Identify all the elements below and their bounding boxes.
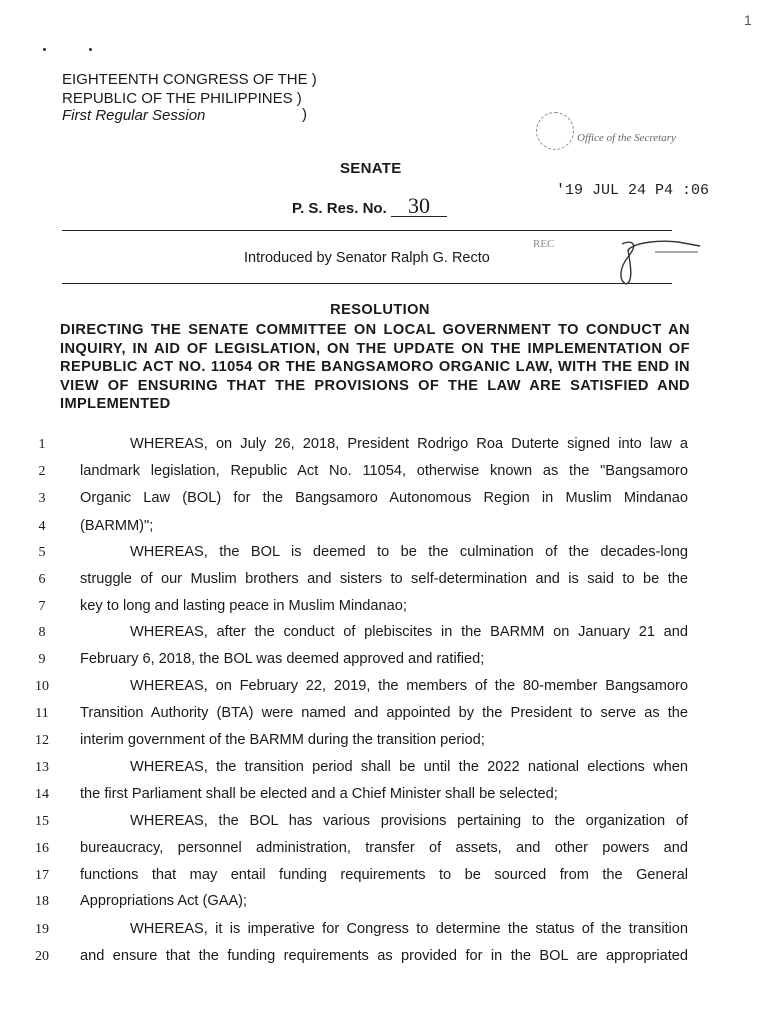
line-number: 12 (35, 733, 49, 748)
body-line: the first Parliament shall be elected and a Chief Minister shall be selected; (80, 786, 558, 802)
body-line: WHEREAS, it is imperative for Congress to determine the status of the transition (130, 921, 688, 937)
body-line: landmark legislation, Republic Act No. 11054, otherwise known as the "Bangsamoro (80, 463, 688, 479)
body-line: functions that may entail funding requirements to be sourced from the General (80, 867, 688, 883)
body-line: WHEREAS, on July 26, 2018, President Rodrigo Roa Duterte signed into law a (130, 436, 688, 452)
line-number: 6 (38, 572, 46, 587)
line-number: 9 (38, 652, 46, 667)
line-number: 17 (35, 868, 49, 883)
body-line: WHEREAS, the BOL has various provisions pertaining to the organization of (130, 813, 688, 829)
line-number: 14 (35, 787, 49, 802)
body-line: Organic Law (BOL) for the Bangsamoro Autonomous Region in Muslim Mindanao (80, 490, 688, 506)
line-number: 8 (38, 625, 46, 640)
body-line: (BARMM)"; (80, 518, 154, 534)
body-line: Transition Authority (BTA) were named and appointed by the President to serve as the (80, 705, 688, 721)
line-number: 4 (38, 519, 46, 534)
scan-speck (89, 48, 92, 51)
resolution-number-line (292, 193, 447, 218)
bottom-rule (62, 283, 672, 284)
body-line: key to long and lasting peace in Muslim Mindanao; (80, 598, 407, 614)
resolution-number: 30 (391, 196, 447, 217)
resolution-number-label: P. S. Res. No. (292, 200, 387, 217)
session-paren: ) (302, 106, 307, 123)
body-line: struggle of our Muslim brothers and sisters to self-determination and is said to be the (80, 571, 688, 587)
signature-scribble (600, 222, 710, 290)
line-number: 7 (38, 599, 46, 614)
line-number: 16 (35, 841, 49, 856)
body-line: interim government of the BARMM during the transition period; (80, 732, 485, 748)
body-line: Appropriations Act (GAA); (80, 893, 248, 909)
line-number: 3 (38, 491, 46, 506)
line-number: 15 (35, 814, 49, 829)
body-line: and ensure that the funding requirements as provided for in the BOL are appropriated (80, 948, 688, 964)
senate-label: SENATE (340, 160, 402, 177)
body-line: WHEREAS, the transition period shall be until the 2022 national elections when (130, 759, 688, 775)
line-number: 11 (35, 706, 49, 721)
body-line: WHEREAS, the BOL is deemed to be the culmination of the decades-long (130, 544, 688, 560)
line-number: 20 (35, 949, 49, 964)
session-label: First Regular Session (62, 107, 206, 124)
resolution-title: DIRECTING THE SENATE COMMITTEE ON LOCAL GOVERNMENT TO CONDUCT AN INQUIRY, IN AID OF LEGISLATION, ON THE UPDATE ON THE IMPLEMENTATION OF REPUBLIC ACT NO. 11054 OR THE BANGSAMORO ORGANIC LAW, WITH THE END IN VIEW OF ENSURING THAT THE PROVISIONS OF THE LAW ARE SATISFIED AND IMPLEMENTED (60, 322, 690, 412)
line-number: 10 (35, 679, 49, 694)
line-number: 18 (35, 894, 49, 909)
body-line: WHEREAS, on February 22, 2019, the members of the 80-member Bangsamoro (130, 678, 688, 694)
stamp-office-text: Office of the Secretary (577, 132, 676, 144)
congress-line-1: EIGHTEENTH CONGRESS OF THE ) (62, 71, 317, 88)
resolution-heading: RESOLUTION (330, 302, 430, 318)
top-rule (62, 230, 672, 231)
page-corner-mark: 1 (744, 12, 752, 28)
line-number: 1 (38, 437, 46, 452)
congress-line-2: REPUBLIC OF THE PHILIPPINES ) (62, 90, 302, 107)
body-line: WHEREAS, after the conduct of plebiscites in the BARMM on January 21 and (130, 624, 688, 640)
body-line: February 6, 2018, the BOL was deemed approved and ratified; (80, 651, 485, 667)
line-number: 5 (38, 545, 46, 560)
line-number: 13 (35, 760, 49, 775)
received-label: REC (533, 238, 555, 250)
scan-speck (43, 48, 46, 51)
line-number: 19 (35, 922, 49, 937)
senate-seal-stamp (536, 112, 574, 150)
introduced-by: Introduced by Senator Ralph G. Recto (244, 250, 490, 266)
received-timestamp: '19 JUL 24 P4 :06 (556, 182, 710, 199)
body-line: bureaucracy, personnel administration, transfer of assets, and other powers and (80, 840, 688, 856)
line-number: 2 (38, 464, 46, 479)
